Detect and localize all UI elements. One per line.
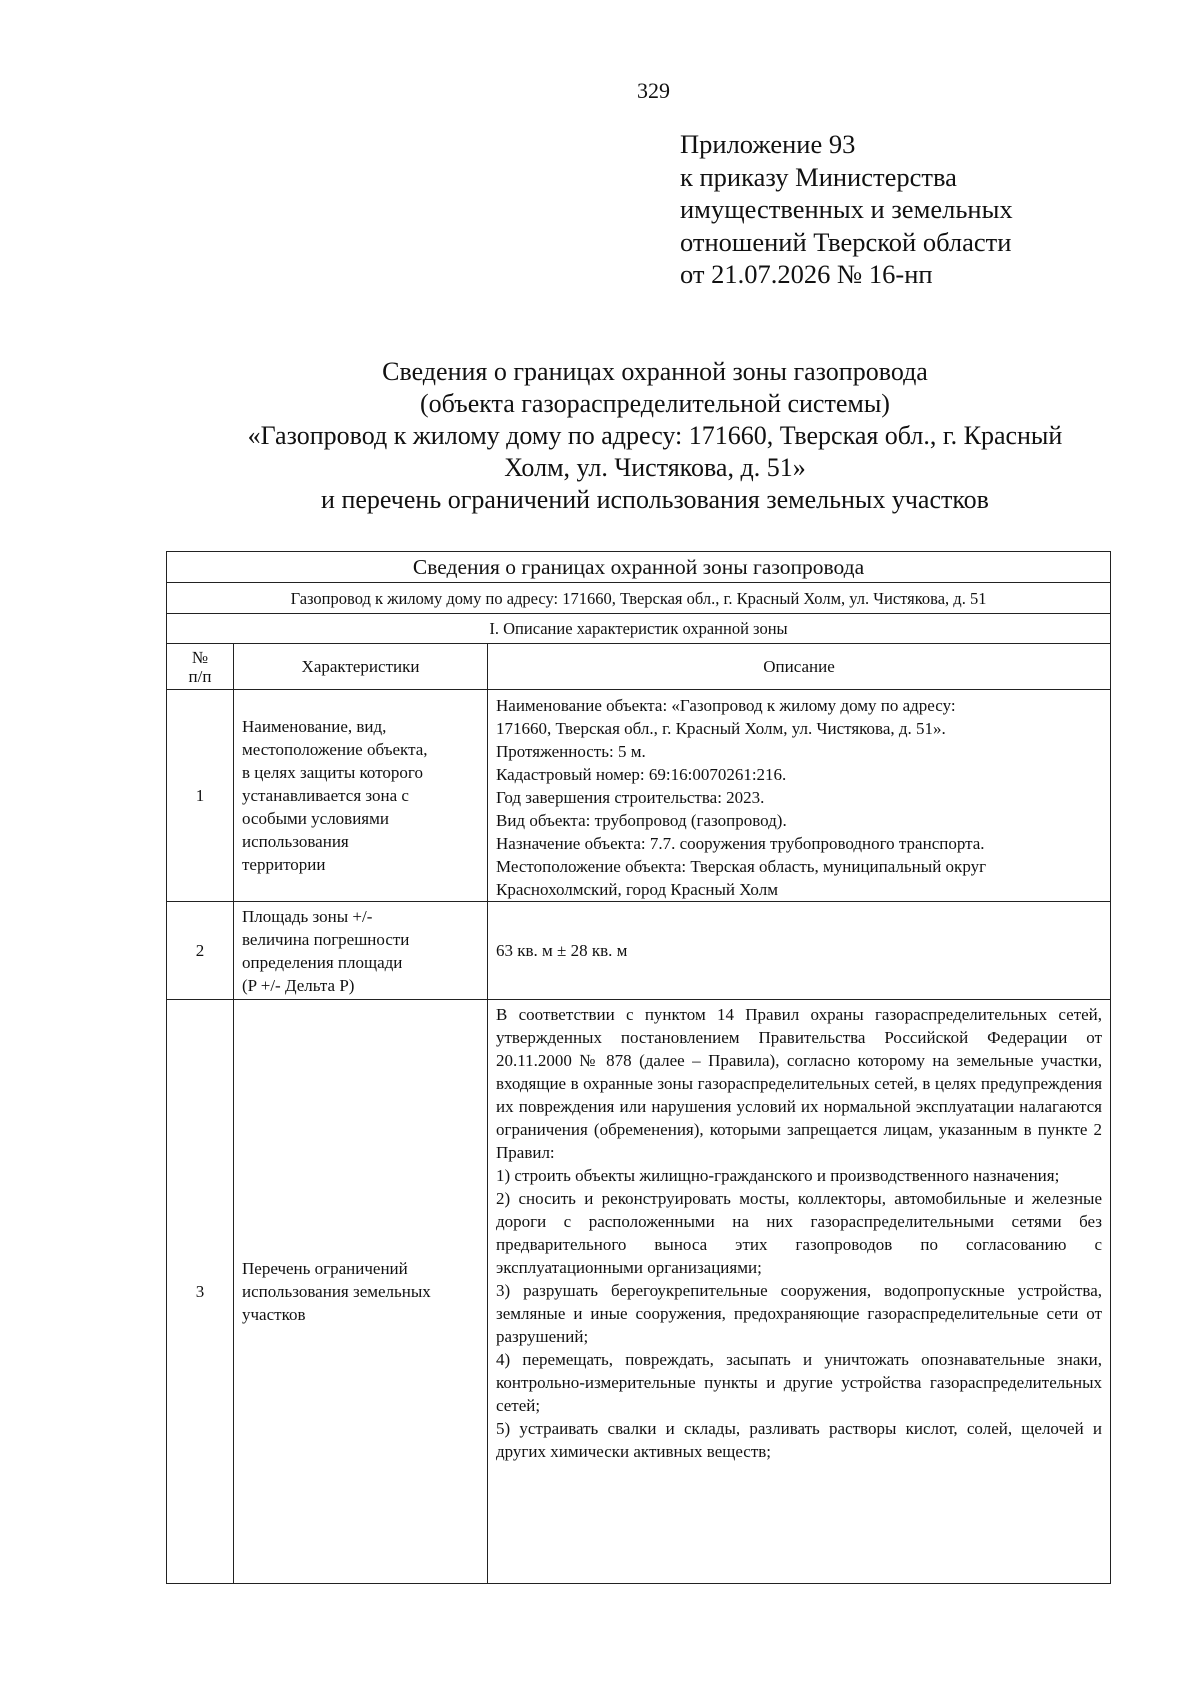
description-line: Год завершения строительства: 2023.	[496, 788, 765, 807]
row-description	[488, 1000, 1111, 1584]
section-heading: I. Описание характеристик охранной зоны	[167, 614, 1111, 644]
characteristics-line: Наименование, вид,	[242, 717, 387, 736]
row-number: 2	[167, 902, 234, 1000]
appendix-line: отношений Тверской области	[680, 226, 1012, 257]
characteristics-line: в целях защиты которого	[242, 763, 423, 782]
description-line: 63 кв. м ± 28 кв. м	[496, 941, 628, 960]
table-row	[167, 690, 1111, 902]
appendix-line: к приказу Министерства	[680, 161, 957, 192]
appendix-line: имущественных и земельных	[680, 194, 1013, 224]
characteristics-line: использования	[242, 832, 349, 851]
table-row	[167, 1000, 1111, 1584]
description-line: Краснохолмский, город Красный Холм	[496, 880, 778, 899]
row-characteristics	[234, 1000, 488, 1584]
restriction-item: 5) устраивать свалки и склады, разливать растворы кислот, солей, щелочей и других химически активных веществ;	[496, 1419, 1103, 1461]
row-description	[488, 902, 1111, 1000]
characteristics-line: территории	[242, 855, 326, 874]
characteristics-line: особыми условиями	[242, 809, 389, 828]
page-number: 329	[637, 78, 670, 103]
row-description	[488, 690, 1111, 902]
zone-info-table	[166, 551, 1111, 1584]
header-number-line: п/п	[188, 666, 212, 686]
restriction-item: 3) разрушать берегоукрепительные сооружения, водопропускные устройства, земляные и иные сооружения, предохраняющие газораспределительные сети от разрушений;	[496, 1281, 1103, 1346]
characteristics-line: Площадь зоны +/-	[242, 906, 373, 926]
appendix-reference	[680, 128, 1013, 291]
title-line: «Газопровод к жилому дому по адресу: 171660, Тверская обл., г. Красный	[247, 421, 1063, 450]
characteristics-line: использования земельных	[242, 1282, 431, 1301]
description-line: Вид объекта: трубопровод (газопровод).	[496, 811, 787, 830]
table-subtitle: Газопровод к жилому дому по адресу: 171660, Тверская обл., г. Красный Холм, ул. Чистякова, д. 51	[167, 583, 1111, 614]
restriction-item: 2) сносить и реконструировать мосты, коллекторы, автомобильные и железные дороги с расположенными на них газораспределительными сетями без предварительного выноса этих газопроводов по согласованию с эксплуатационными организациями;	[496, 1189, 1103, 1277]
header-number-line: №	[191, 647, 209, 667]
characteristics-line: (P +/- Дельта P)	[242, 975, 355, 995]
row-characteristics	[234, 690, 488, 902]
description-line: Наименование объекта: «Газопровод к жилому дому по адресу:	[496, 696, 956, 715]
characteristics-line: Перечень ограничений	[242, 1259, 408, 1278]
characteristics-line: участков	[242, 1305, 306, 1324]
characteristics-line: местоположение объекта,	[242, 740, 428, 759]
row-number: 1	[167, 690, 234, 902]
title-line: Холм, ул. Чистякова, д. 51»	[504, 453, 806, 482]
title-line: Сведения о границах охранной зоны газопровода	[382, 357, 928, 386]
characteristics-line: величина погрешности	[242, 929, 410, 949]
restriction-paragraph: В соответствии с пунктом 14 Правил охраны газораспределительных сетей, утвержденных постановлением Правительства Российской Федерации от 20.11.2000 № 878 (далее – Правила), согласно которому на земельные участки, входящие в охранные зоны газораспределительных сетей, в целях предупреждения их повреждения или нарушения условий их нормальной эксплуатации налагаются ограничения (обременения), которыми запрещается лицам, указанным в пункте 2 Правил:	[496, 1005, 1103, 1162]
description-line: Назначение объекта: 7.7. сооружения трубопроводного транспорта.	[496, 834, 985, 853]
description-line: Кадастровый номер: 69:16:0070261:216.	[496, 765, 787, 784]
description-line: Местоположение объекта: Тверская область, муниципальный округ	[496, 857, 987, 876]
document-title	[190, 356, 1120, 516]
characteristics-line: определения площади	[242, 952, 403, 972]
header-number	[167, 644, 234, 690]
description-line: 171660, Тверская обл., г. Красный Холм, ул. Чистякова, д. 51».	[496, 719, 946, 738]
table-row	[167, 902, 1111, 1000]
header-description: Описание	[488, 644, 1111, 690]
appendix-line: Приложение 93	[680, 129, 856, 159]
characteristics-line: устанавливается зона с	[242, 786, 409, 805]
description-line: Протяженность: 5 м.	[496, 742, 646, 761]
header-characteristics: Характеристики	[234, 644, 488, 690]
restriction-item: 1) строить объекты жилищно-гражданского и производственного назначения;	[496, 1166, 1060, 1185]
title-line: и перечень ограничений использования земельных участков	[321, 485, 989, 514]
restriction-item: 4) перемещать, повреждать, засыпать и уничтожать опознавательные знаки, контрольно-измерительные пункты и другие устройства газораспределительных сетей;	[496, 1350, 1103, 1415]
row-number: 3	[167, 1000, 234, 1584]
table-header-row	[167, 644, 1111, 690]
table-title: Сведения о границах охранной зоны газопровода	[167, 552, 1111, 583]
appendix-line: от 21.07.2026 № 16-нп	[680, 259, 933, 289]
title-line: (объекта газораспределительной системы)	[420, 389, 890, 418]
row-characteristics	[234, 902, 488, 1000]
